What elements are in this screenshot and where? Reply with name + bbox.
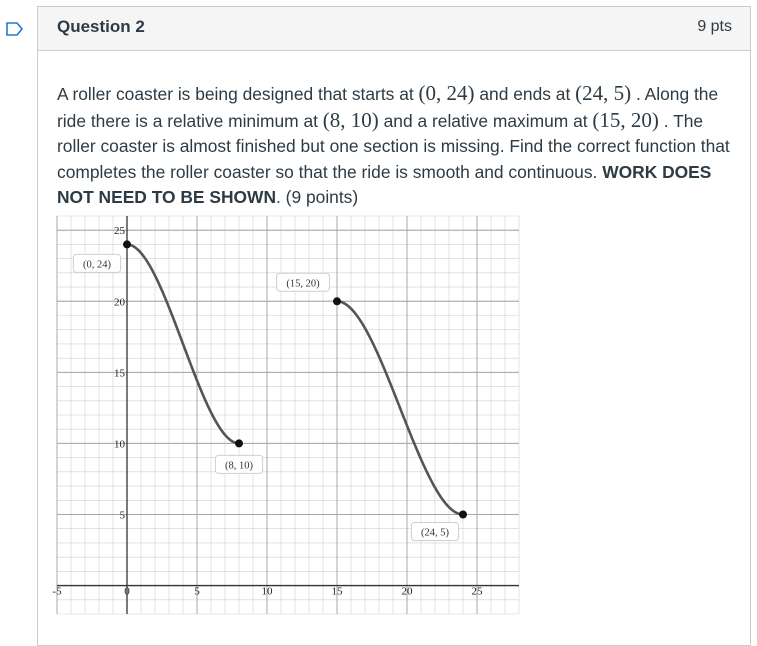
x-tick-label: 0 [124,585,130,598]
critical-point [459,511,467,519]
question-text [57,81,737,211]
roller-coaster-graph [52,216,519,614]
x-tick-label: 10 [261,585,273,598]
y-tick-label: 20 [114,296,125,309]
question-title: Question 2 [57,17,145,36]
question-text-part: . The roller coaster is almost finished but one section is missing. Find the correct function that completes the roller coaster so that the ride is smooth and continuous. [57,110,730,182]
question-points: 9 pts [697,18,732,35]
critical-point [333,297,341,305]
point-label: (8, 10) [225,460,253,472]
work-not-shown-note: WORK DOES NOT NEED TO BE SHOWN [57,161,712,207]
question-text-part: and ends at [474,84,576,104]
start-point-math: (0, 24) [418,81,475,105]
x-tick-label: -5 [52,585,62,598]
question-text-part: . (9 points) [276,187,359,207]
point-label: (24, 5) [421,527,449,539]
x-tick-label: 5 [194,585,200,598]
question-header [38,7,750,51]
end-point-math: (24, 5) [575,81,632,105]
max-point-math: (15, 20) [592,107,659,132]
question-text-part: and a relative maximum at [378,110,593,131]
x-tick-label: 15 [331,585,343,598]
coaster-curve-segment [337,301,463,514]
question-text-part: . Along the ride there is a relative minimum at [57,84,719,131]
question-card [37,6,751,646]
y-tick-label: 5 [119,509,125,522]
flag-question-icon[interactable] [6,22,24,36]
y-tick-label: 15 [114,367,125,380]
x-tick-label: 25 [471,585,483,598]
y-tick-label: 10 [114,438,125,451]
min-point-math: (8, 10) [322,107,379,132]
x-tick-label: 20 [401,585,413,598]
point-label: (0, 24) [83,259,111,271]
y-tick-label: 25 [114,225,125,238]
point-label: (15, 20) [286,278,320,290]
question-text-part: A roller coaster is being designed that starts at [57,84,419,104]
critical-point [235,439,243,447]
critical-point [123,240,131,248]
